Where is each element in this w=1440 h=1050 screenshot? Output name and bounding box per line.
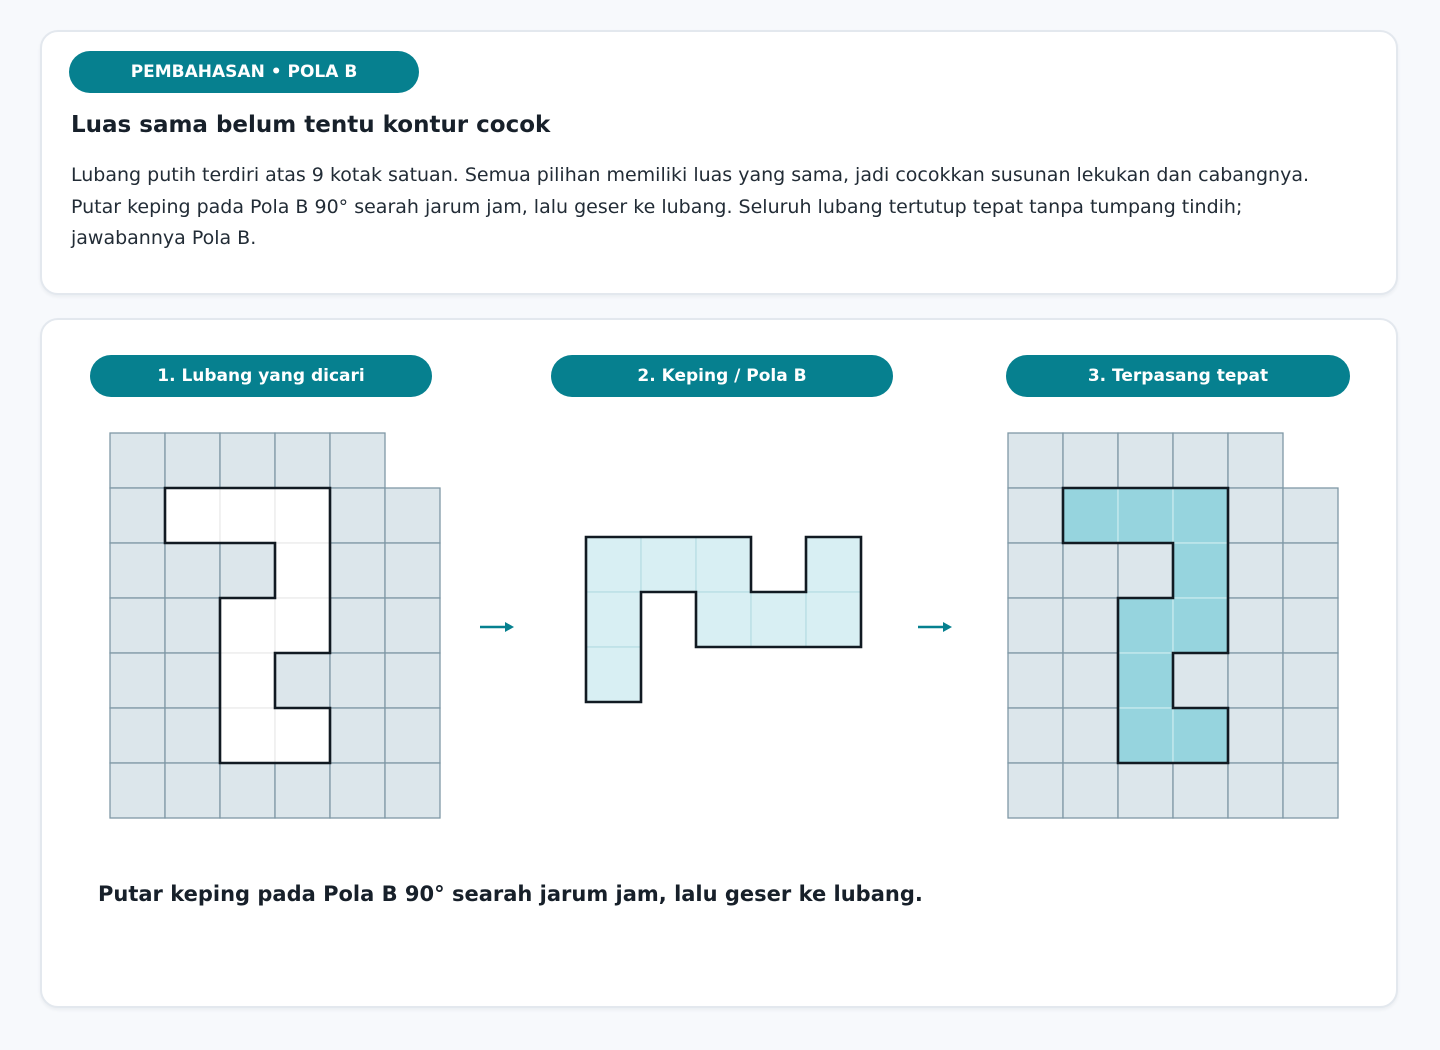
board-cell <box>1228 543 1283 598</box>
board-cell <box>1283 653 1338 708</box>
board-cell <box>385 653 440 708</box>
board-cell <box>1063 598 1118 653</box>
piece-cell <box>806 537 861 592</box>
hole-cell <box>275 543 330 598</box>
board-cell <box>1228 708 1283 763</box>
hole-cell <box>220 708 275 763</box>
board-cell <box>275 433 330 488</box>
fitted-cell <box>1063 488 1118 543</box>
board-cell <box>165 433 220 488</box>
board-cell <box>110 598 165 653</box>
board-cell <box>110 433 165 488</box>
board-cell <box>1063 543 1118 598</box>
board-cell <box>1118 543 1173 598</box>
board-cell <box>1228 433 1283 488</box>
board-cell <box>1008 433 1063 488</box>
board-cell <box>385 763 440 818</box>
board-cell <box>1173 433 1228 488</box>
board-cell <box>220 543 275 598</box>
board-cell <box>275 763 330 818</box>
arrow-2-head <box>943 622 952 632</box>
board-cell <box>110 488 165 543</box>
board-cell <box>1008 543 1063 598</box>
board-cell <box>275 653 330 708</box>
board-cell <box>330 543 385 598</box>
hole-cell <box>165 488 220 543</box>
hole-cell <box>275 598 330 653</box>
board-cell <box>1063 653 1118 708</box>
piece-cell <box>696 592 751 647</box>
piece-cell <box>806 592 861 647</box>
board-cell <box>1228 763 1283 818</box>
board-cell <box>165 763 220 818</box>
board-cell <box>1008 653 1063 708</box>
board-cell <box>1283 543 1338 598</box>
piece-cell <box>586 647 641 702</box>
fitted-cell <box>1118 708 1173 763</box>
board-cell <box>1063 763 1118 818</box>
instruction-caption: Putar keping pada Pola B 90° searah jarum jam, lalu geser ke lubang. <box>98 882 923 906</box>
board-cell <box>1173 763 1228 818</box>
board-cell <box>110 653 165 708</box>
step-1-label: 1. Lubang yang dicari <box>90 355 432 397</box>
hole-cell <box>220 653 275 708</box>
arrow-1-head <box>505 622 514 632</box>
step-3-label: 3. Terpasang tepat <box>1006 355 1350 397</box>
board-cell <box>165 543 220 598</box>
piece-cell <box>751 592 806 647</box>
board-cell <box>1283 763 1338 818</box>
piece-cell <box>696 537 751 592</box>
explanation-text: Lubang putih terdiri atas 9 kotak satuan. Semua pilihan memiliki luas yang sama, jadi cocokkan susunan lekukan dan cabangnya. Putar keping pada Pola B 90° searah jarum jam, lalu geser ke lubang. Seluruh lubang tertutup tepat tanpa tumpang tindih; jawabannya Pola B. <box>71 164 1309 249</box>
hole-cell <box>275 488 330 543</box>
hole-cell <box>275 708 330 763</box>
board-cell <box>110 708 165 763</box>
board-cell <box>110 763 165 818</box>
board-cell <box>330 433 385 488</box>
board-cell <box>330 708 385 763</box>
board-cell <box>1283 708 1338 763</box>
board-cell <box>1118 763 1173 818</box>
board-cell <box>165 598 220 653</box>
board-cell <box>330 488 385 543</box>
board-cell <box>385 543 440 598</box>
section-badge: PEMBAHASAN • POLA B <box>69 51 419 93</box>
board-cell <box>1008 763 1063 818</box>
piece-cell <box>586 592 641 647</box>
hole-cell <box>220 598 275 653</box>
board-cell <box>1118 433 1173 488</box>
board-cell <box>1008 598 1063 653</box>
fitted-cell <box>1173 708 1228 763</box>
board-cell <box>330 763 385 818</box>
explanation-title: Luas sama belum tentu kontur cocok <box>71 112 551 138</box>
fitted-cell <box>1173 543 1228 598</box>
board-cell <box>1228 488 1283 543</box>
board-cell <box>1008 488 1063 543</box>
explanation-card <box>40 30 1398 295</box>
board-cell <box>385 708 440 763</box>
board-cell <box>1283 598 1338 653</box>
board-cell <box>220 433 275 488</box>
board-cell <box>1228 653 1283 708</box>
hole-cell <box>220 488 275 543</box>
board-cell <box>1283 488 1338 543</box>
board-cell <box>330 653 385 708</box>
board-cell <box>165 708 220 763</box>
board-cell <box>220 763 275 818</box>
piece-cell <box>586 537 641 592</box>
fitted-cell <box>1173 598 1228 653</box>
board-cell <box>1228 598 1283 653</box>
piece-cell <box>641 537 696 592</box>
board-cell <box>110 543 165 598</box>
fitted-cell <box>1118 653 1173 708</box>
fitted-cell <box>1118 598 1173 653</box>
board-cell <box>1173 653 1228 708</box>
step-2-label: 2. Keping / Pola B <box>551 355 893 397</box>
board-cell <box>1063 433 1118 488</box>
board-cell <box>330 598 385 653</box>
board-cell <box>1008 708 1063 763</box>
board-cell <box>385 488 440 543</box>
board-cell <box>1063 708 1118 763</box>
fitted-cell <box>1118 488 1173 543</box>
illustration-card <box>40 318 1398 1008</box>
board-cell <box>385 598 440 653</box>
board-cell <box>165 653 220 708</box>
fitted-cell <box>1173 488 1228 543</box>
